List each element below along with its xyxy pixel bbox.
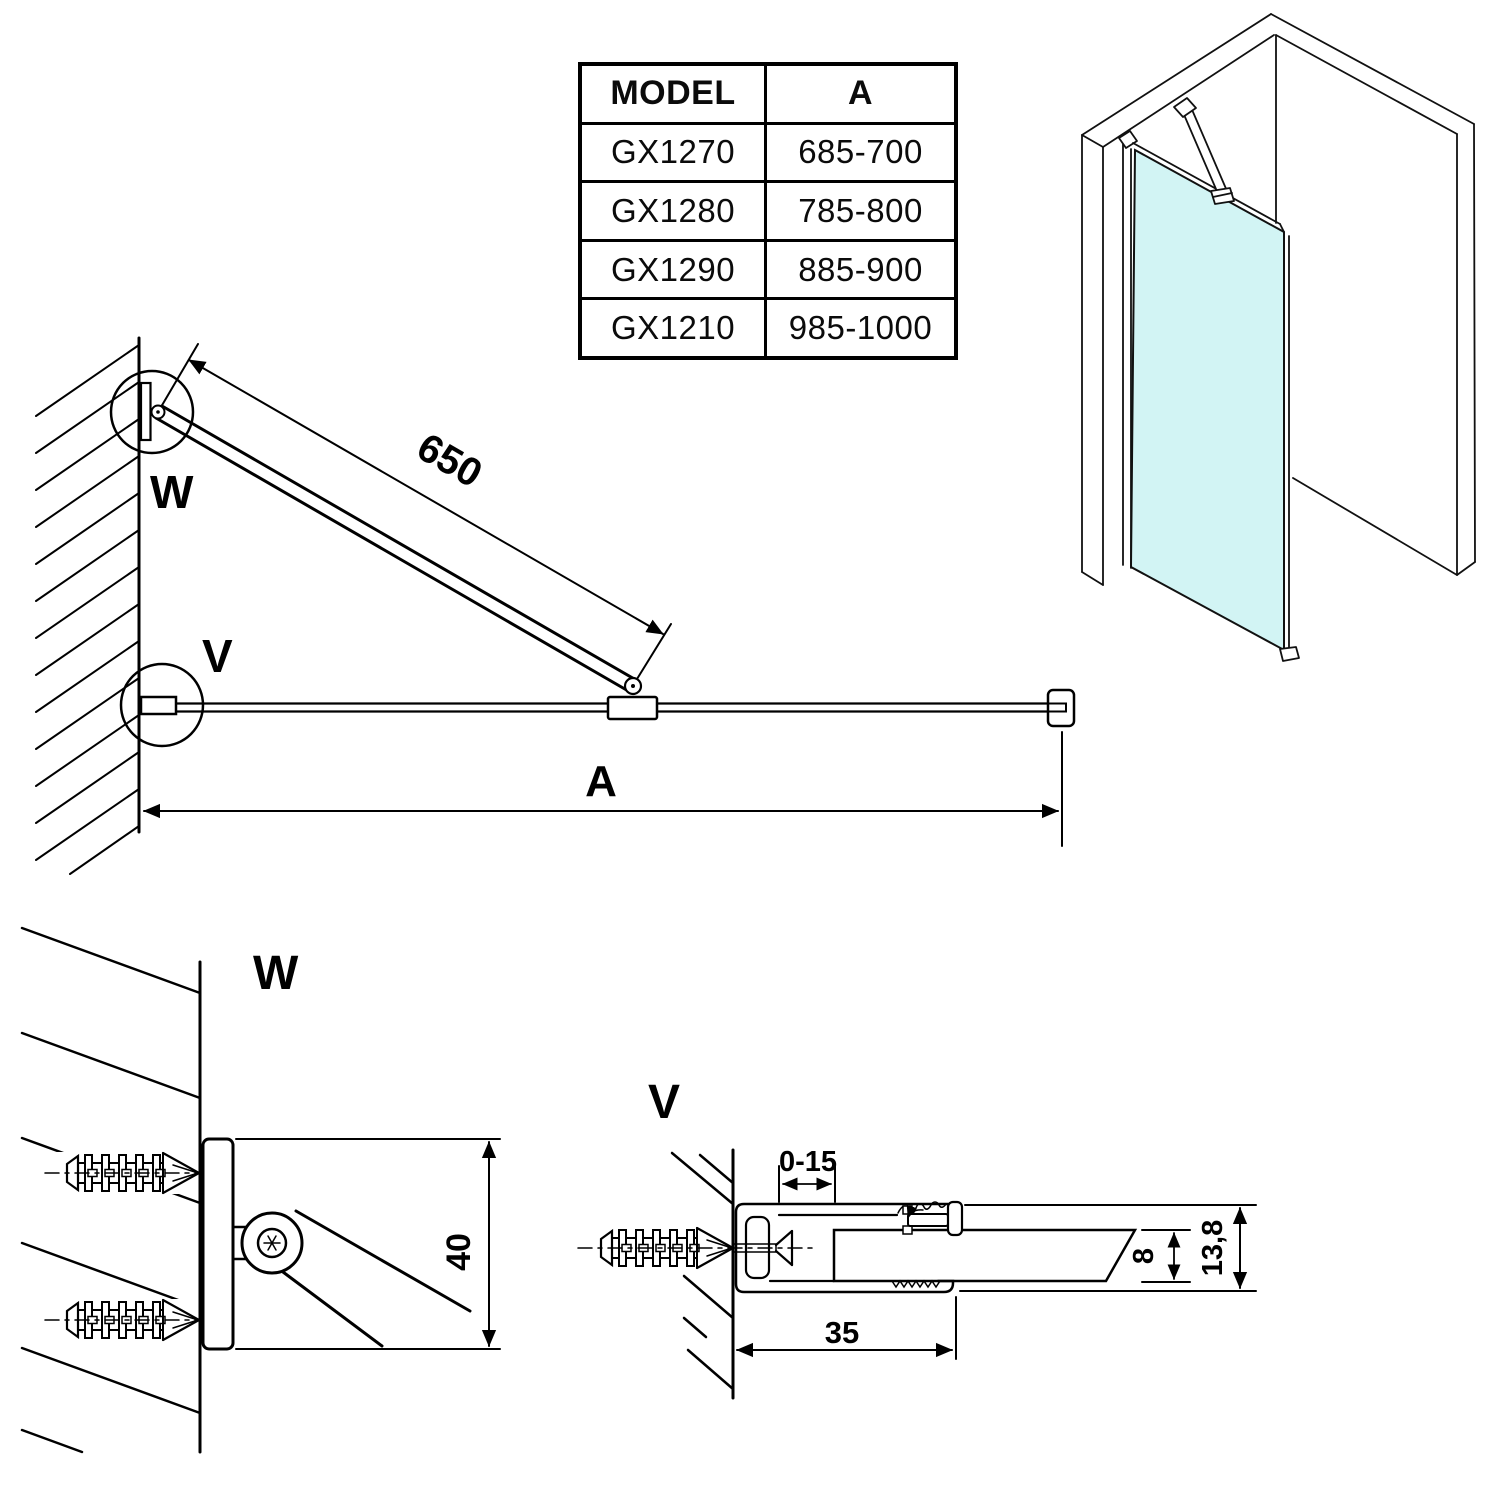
table-row-model: GX1270 [582, 125, 764, 181]
table-row-a: 685-700 [767, 125, 954, 181]
table-row-model: GX1290 [582, 242, 764, 298]
label-detail-v: V [202, 630, 233, 682]
table-header-model: MODEL [582, 66, 764, 122]
label-40: 40 [440, 1233, 478, 1271]
label-13-8: 13,8 [1197, 1219, 1229, 1277]
label-a: A [585, 757, 617, 806]
detail-w-view [22, 928, 500, 1452]
label-0-15: 0-15 [778, 1146, 838, 1178]
iso-glass-foot [1280, 647, 1299, 661]
iso-glass-panel [1131, 143, 1299, 661]
table-row-model: GX1280 [582, 183, 764, 239]
label-650: 650 [409, 425, 490, 497]
overview-wall-hatching [36, 345, 139, 874]
detail-v-hatching [672, 1153, 733, 1389]
table-header-a: A [767, 66, 954, 122]
label-detail-w: W [150, 466, 194, 518]
bar-end-cap [1048, 690, 1074, 726]
detail-v-view [577, 1076, 1256, 1398]
iso-right-wall [1271, 14, 1475, 575]
wall-plug-top [43, 1152, 210, 1194]
table-row-a: 885-900 [767, 242, 954, 298]
table-row-model: GX1210 [582, 300, 764, 356]
dimension-a [144, 732, 1062, 846]
dimension-650 [189, 360, 663, 634]
glass-cross-section [834, 1230, 1135, 1281]
label-8: 8 [1128, 1247, 1160, 1265]
glass-profile-section [733, 1202, 1135, 1292]
label-35: 35 [824, 1315, 860, 1350]
stabilizer-bar [141, 624, 1074, 726]
detail-v-title: V [648, 1076, 681, 1129]
detail-w-title: W [253, 947, 299, 1000]
overview-diagram [36, 338, 1074, 874]
isometric-view [1082, 14, 1475, 661]
dimension-35 [737, 1297, 956, 1359]
detail-w-pivot-bracket [203, 1139, 470, 1349]
spec-table [578, 62, 958, 360]
bar-brace-clamp [608, 697, 657, 719]
table-row-a: 985-1000 [767, 300, 954, 356]
wall-plug-bottom [43, 1299, 210, 1341]
bar-wall-anchor [141, 697, 176, 714]
table-row-a: 785-800 [767, 183, 954, 239]
grip-serration [892, 1281, 940, 1287]
dimension-0-15 [779, 1146, 837, 1202]
dimension-8 [1128, 1230, 1190, 1282]
